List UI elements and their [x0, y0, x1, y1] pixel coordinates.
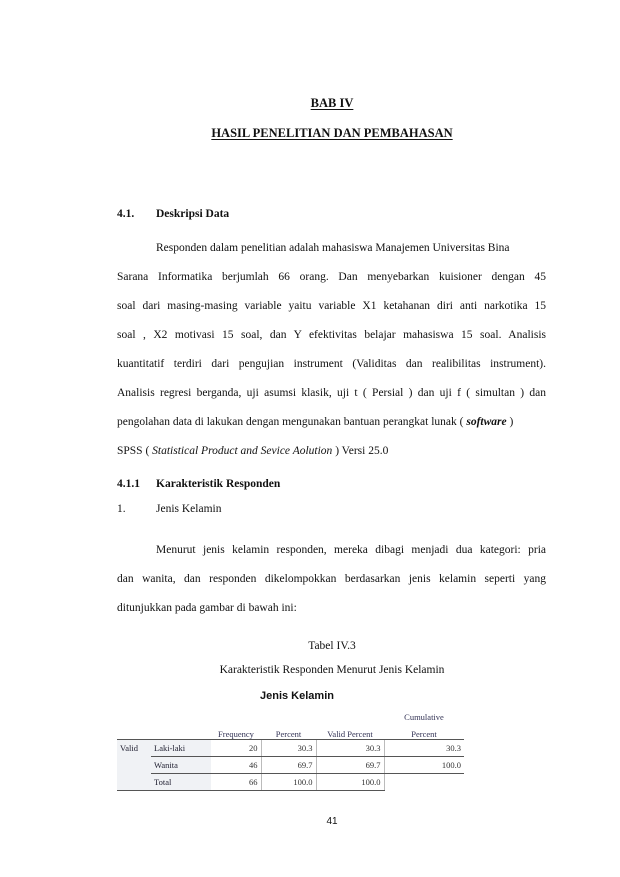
table-row	[117, 739, 464, 756]
table-row	[117, 756, 464, 773]
spss-expansion: Statistical Product and Sevice Aolution	[152, 445, 333, 457]
cell-cumulative	[384, 773, 464, 790]
chapter-title: BAB IV	[310, 96, 354, 110]
group-label-empty	[117, 756, 151, 773]
section-title: Deskripsi Data	[156, 208, 230, 220]
header-frequency: Frequency	[218, 728, 254, 739]
paragraph-line: ditunjukkan pada gambar di bawah ini:	[117, 602, 297, 614]
spss-frequency-table	[117, 705, 464, 791]
header-empty	[117, 705, 151, 722]
page-number: 41	[326, 816, 338, 827]
cell-cumulative: 30.3	[384, 739, 464, 756]
spss-table-title: Jenis Kelamin	[260, 690, 334, 702]
header-cumulative-percent: Percent	[411, 728, 437, 739]
header-percent: Percent	[275, 728, 302, 739]
row-label: Wanita	[151, 756, 211, 773]
paragraph-text: ) Versi 25.0	[332, 445, 389, 457]
cell-valid-percent: 69.7	[316, 756, 384, 773]
row-label: Laki-laki	[151, 739, 211, 756]
header-valid-percent: Valid Percent	[327, 728, 373, 739]
header-empty	[117, 722, 151, 739]
table-caption: Karakteristik Responden Menurut Jenis Kelamin	[219, 664, 445, 676]
paragraph-text: pengolahan data di lakukan dengan mengunakan bantuan perangkat lunak (	[117, 416, 467, 428]
paragraph-line: soal dari masing-masing variable yaitu variable X1 ketahanan diri anti narkotika 15	[117, 300, 546, 312]
paragraph-line: Menurut jenis kelamin responden, mereka dibagi menjadi dua kategori: pria	[156, 544, 546, 556]
chapter-subtitle: HASIL PENELITIAN DAN PEMBAHASAN	[211, 126, 453, 140]
list-label: Jenis Kelamin	[156, 503, 222, 515]
header-cumulative: Cumulative	[404, 712, 444, 722]
cell-frequency: 46	[211, 756, 261, 773]
cell-valid-percent: 100.0	[316, 773, 384, 790]
paragraph-line: soal , X2 motivasi 15 soal, dan Y efektivitas belajar mahasiswa 15 soal. Analisis	[117, 329, 546, 341]
cell-cumulative: 100.0	[384, 756, 464, 773]
section-number: 4.1.	[117, 208, 135, 220]
header-empty	[151, 722, 211, 739]
paragraph-line: dan wanita, dan responden dikelompokkan berdasarkan jenis kelamin seperti yang	[117, 573, 546, 585]
group-label: Valid	[117, 739, 151, 756]
list-number: 1.	[117, 503, 126, 515]
paragraph-line: Sarana Informatika berjumlah 66 orang. Dan menyebarkan kuisioner dengan 45	[117, 271, 546, 283]
paragraph-line	[117, 408, 546, 437]
cell-frequency: 66	[211, 773, 261, 790]
table-number: Tabel IV.3	[308, 640, 356, 652]
paragraph-text: )	[506, 416, 514, 428]
cell-percent: 100.0	[261, 773, 316, 790]
paragraph-line: Responden dalam penelitian adalah mahasiswa Manajemen Universitas Bina	[156, 242, 510, 254]
table-row	[117, 773, 464, 790]
paragraph-line: kuantitatif terdiri dari pengujian instrument (Validitas dan realibilitas instrument).	[117, 358, 546, 370]
software-term: software	[466, 416, 507, 428]
paragraph-line	[117, 437, 546, 466]
cell-valid-percent: 30.3	[316, 739, 384, 756]
paragraph-line: Analisis regresi berganda, uji asumsi klasik, uji t ( Persial ) dan uji f ( simultan ) dan	[117, 387, 546, 399]
subsection-number: 4.1.1	[117, 478, 140, 490]
cell-percent: 69.7	[261, 756, 316, 773]
subsection-title: Karakteristik Responden	[156, 478, 281, 490]
header-empty	[151, 705, 211, 722]
cell-frequency: 20	[211, 739, 261, 756]
cell-percent: 30.3	[261, 739, 316, 756]
row-label: Total	[151, 773, 211, 790]
group-label-empty	[117, 773, 151, 790]
paragraph-text: SPSS (	[117, 445, 153, 457]
